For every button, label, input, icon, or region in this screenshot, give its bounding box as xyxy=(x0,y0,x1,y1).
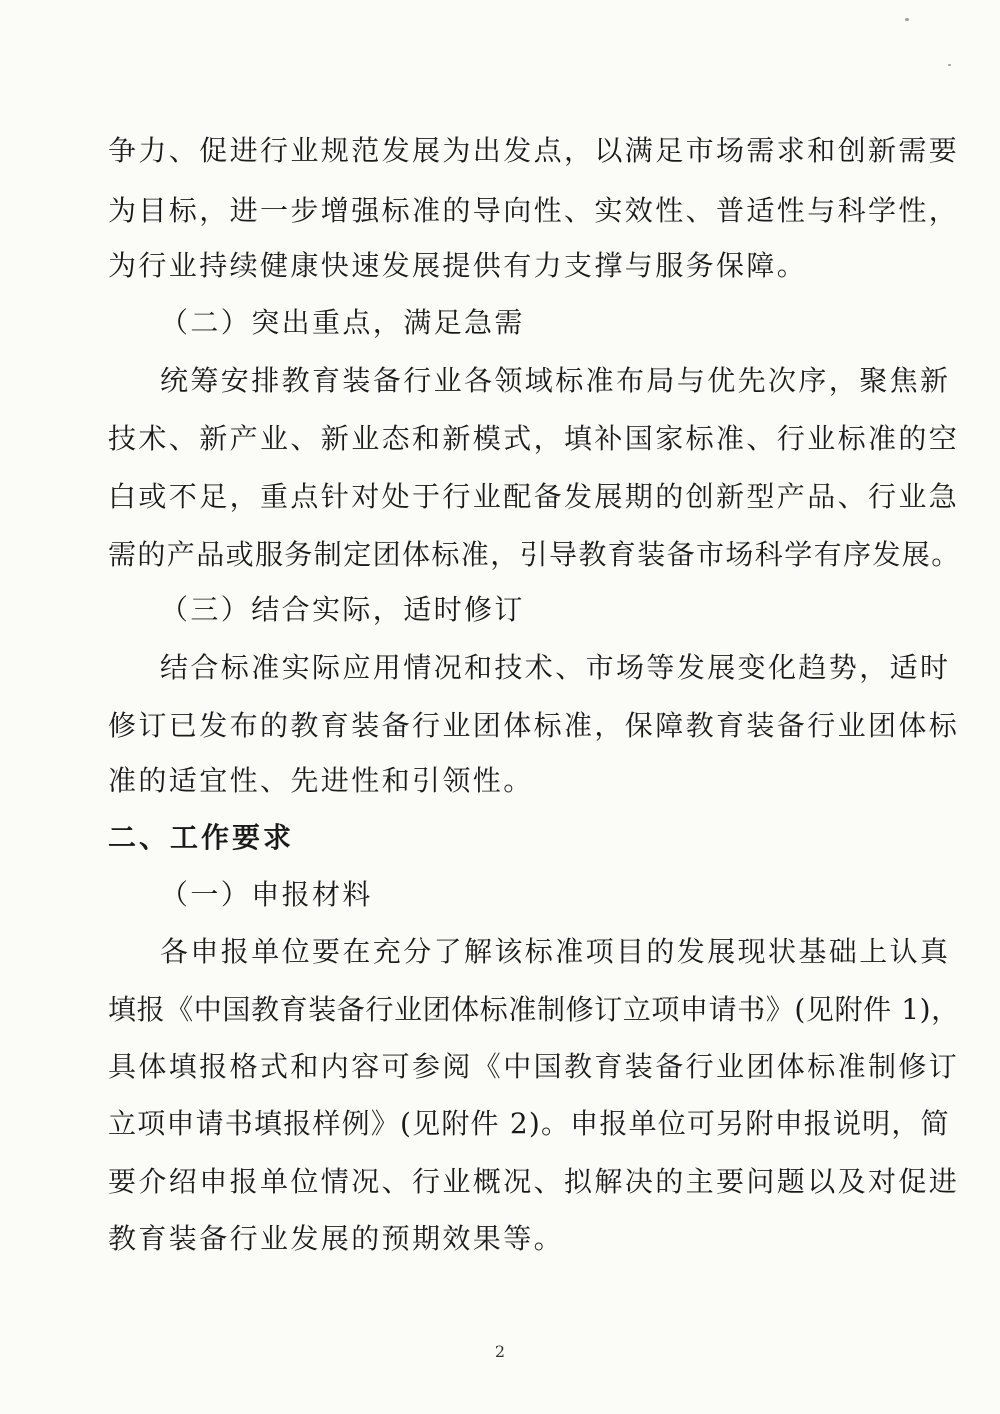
paragraph-2-line-3: 白或不足，重点针对处于行业配备发展期的创新型产品、行业急 xyxy=(108,480,960,513)
paragraph-4-line-1: 各申报单位要在充分了解该标准项目的发展现状基础上认真 xyxy=(160,935,951,968)
paragraph-4-line-3: 具体填报格式和内容可参阅《中国教育装备行业团体标准制修订 xyxy=(108,1050,960,1083)
scan-speck xyxy=(905,18,909,21)
paragraph-1-line-3: 为行业持续健康快速发展提供有力支撑与服务保障。 xyxy=(108,249,808,282)
paragraph-4-line-5: 要介绍申报单位情况、行业概况、拟解决的主要问题以及对促进 xyxy=(108,1165,960,1198)
subheading-3: （三）结合实际，适时修订 xyxy=(160,593,525,626)
paragraph-3-line-1: 结合标准实际应用情况和技术、市场等发展变化趋势，适时 xyxy=(160,651,951,684)
paragraph-1-line-2: 为目标，进一步增强标准的导向性、实效性、普适性与科学性， xyxy=(108,194,960,227)
paragraph-4-line-2: 填报《中国教育装备行业团体标准制修订立项申请书》(见附件 1)， xyxy=(108,993,960,1026)
paragraph-1-line-1: 争力、促进行业规范发展为出发点，以满足市场需求和创新需要 xyxy=(108,134,960,167)
scan-speck xyxy=(948,64,951,66)
paragraph-2-line-1: 统筹安排教育装备行业各领域标准布局与优先次序，聚焦新 xyxy=(160,364,951,397)
paragraph-4-line-4: 立项申请书填报样例》(见附件 2)。申报单位可另附申报说明，简 xyxy=(108,1107,950,1140)
paragraph-3-line-3: 准的适宜性、先进性和引领性。 xyxy=(108,764,534,797)
paragraph-4-line-6: 教育装备行业发展的预期效果等。 xyxy=(108,1222,565,1255)
section-heading: 二、工作要求 xyxy=(108,821,295,854)
subheading-4: （一）申报材料 xyxy=(160,878,373,911)
paragraph-2-line-4: 需的产品或服务制定团体标准，引导教育装备市场科学有序发展。 xyxy=(108,538,961,571)
subheading-2: （二）突出重点，满足急需 xyxy=(160,306,525,339)
paragraph-3-line-2: 修订已发布的教育装备行业团体标准，保障教育装备行业团体标 xyxy=(108,709,960,742)
paragraph-2-line-2: 技术、新产业、新业态和新模式，填补国家标准、行业标准的空 xyxy=(108,422,960,455)
page-number: 2 xyxy=(494,1342,506,1361)
